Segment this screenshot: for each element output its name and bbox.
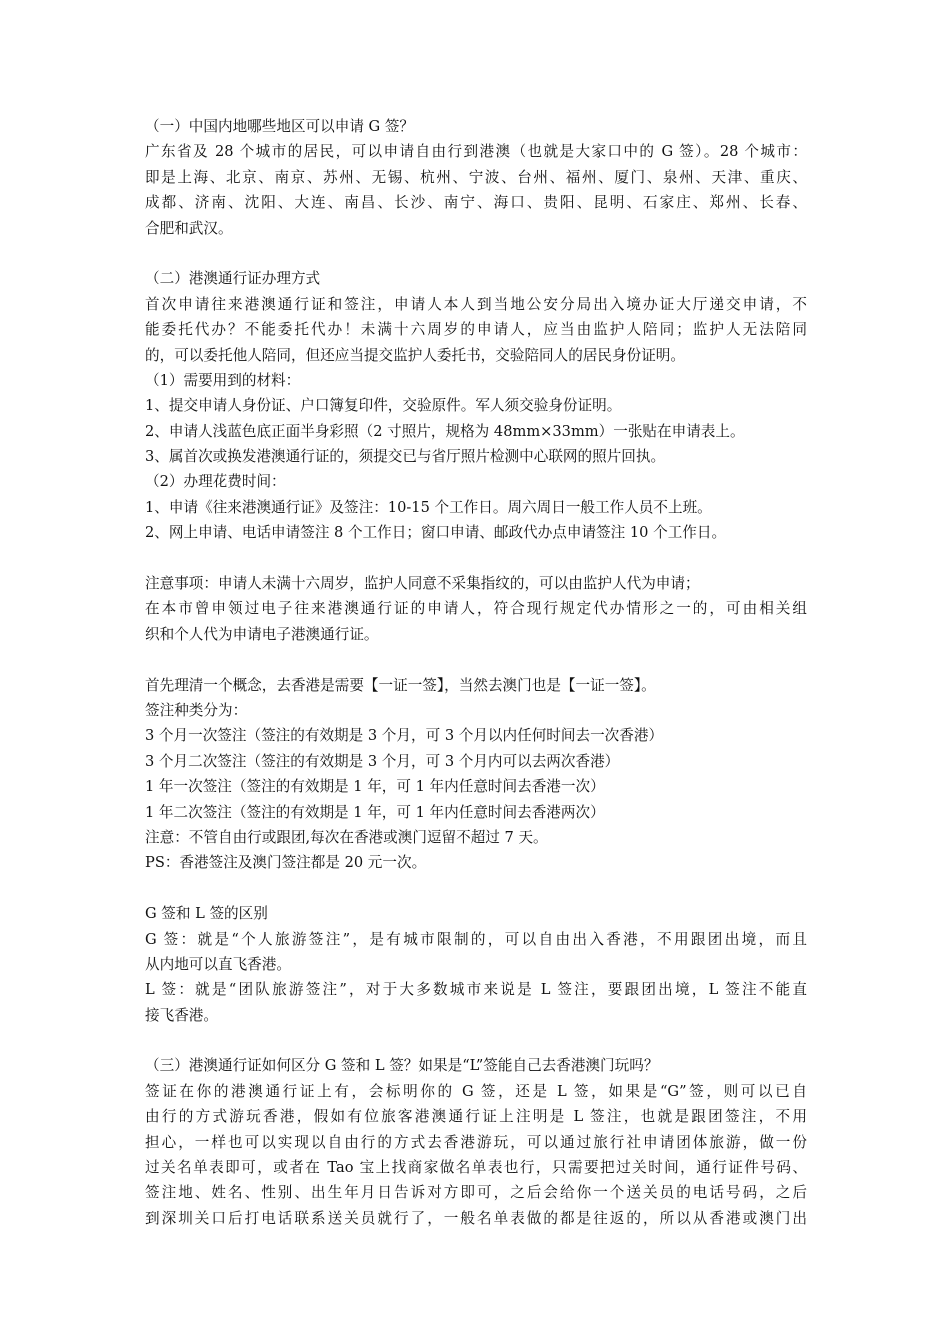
- section-heading-line: （一）中国内地哪些地区可以申请 G 签？: [145, 118, 415, 135]
- text-line: 1 年一次签注（签注的有效期是 1 年，可 1 年内任意时间去香港一次）: [145, 778, 605, 796]
- paragraph-gap: [145, 546, 807, 571]
- text-line: 签证在你的港澳通行证上有，会标明你的 G 签，还是 L 签，如果是“G”签，则可以已自: [145, 1082, 807, 1100]
- text-line: 1 年二次签注（签注的有效期是 1 年，可 1 年内任意时间去香港两次）: [145, 803, 605, 821]
- section-permit-process: [145, 266, 807, 545]
- paragraph-gap: [145, 876, 807, 901]
- paragraph-gap: [145, 1028, 807, 1053]
- text-line: 合肥和武汉。: [145, 219, 233, 237]
- document-page: [145, 114, 807, 1231]
- text-line: 织和个人代为申请电子港澳通行证。: [145, 625, 379, 643]
- text-line: 担心，一样也可以实现以自由行的方式去香港游玩，可以通过旅行社申请团体旅游，做一份: [145, 1133, 807, 1151]
- section-heading-line: G 签和 L 签的区别: [145, 905, 268, 923]
- text-line: 3 个月一次签注（签注的有效期是 3 个月，可 3 个月以内任何时间去一次香港）: [145, 727, 664, 745]
- section-g-vs-l: [145, 901, 807, 1028]
- text-line: 从内地可以直飞香港。: [145, 955, 291, 973]
- section-heading-line: 首先理清一个概念，去香港是需要【一证一签】，当然去澳门也是【一证一签】。: [145, 676, 656, 694]
- text-line: PS：香港签注及澳门签注都是 20 元一次。: [145, 854, 427, 872]
- section-distinguish: [145, 1053, 807, 1231]
- section-g-regions: [145, 114, 807, 241]
- text-line: 首次申请往来港澳通行证和签注，申请人本人到当地公安分局出入境办证大厅递交申请，不: [145, 295, 807, 313]
- text-line: 在本市曾申领过电子往来港澳通行证的申请人，符合现行规定代办情形之一的，可由相关组: [145, 600, 807, 618]
- section-heading-line: （三）港澳通行证如何区分 G 签和 L 签？如果是“L”签能自己去香港澳门玩吗？: [145, 1057, 659, 1075]
- section-endorsement-types: [145, 673, 807, 876]
- text-line: （2）办理花费时间：: [145, 473, 286, 491]
- text-line: （1）需要用到的材料：: [145, 371, 301, 389]
- text-line: 2、网上申请、电话申请签注 8 个工作日；窗口申请、邮政代办点申请签注 10 个工作日。: [145, 524, 727, 542]
- section-heading-line: （二）港澳通行证办理方式: [145, 270, 321, 288]
- paragraph-gap: [145, 241, 807, 266]
- text-line: 成都、济南、沈阳、大连、南昌、长沙、南宁、海口、贵阳、昆明、石家庄、郑州、长春、: [145, 194, 807, 212]
- text-line: 3、属首次或换发港澳通行证的，须提交已与省厅照片检测中心联网的照片回执。: [145, 448, 666, 466]
- text-line: 接飞香港。: [145, 1006, 218, 1024]
- text-line: 2、申请人浅蓝色底正面半身彩照（2 寸照片，规格为 48mm×33mm）一张贴在申请表上。: [145, 422, 745, 440]
- text-line: 过关名单表即可，或者在 Tao 宝上找商家做名单表也行，只需要把过关时间，通行证件号码、: [145, 1159, 807, 1177]
- text-line: 1、提交申请人身份证、户口簿复印件，交验原件。军人须交验身份证明。: [145, 397, 622, 415]
- text-line: 签注种类分为：: [145, 701, 248, 719]
- text-line: 签注地、姓名、性别、出生年月日告诉对方即可，之后会给你一个送关员的电话号码，之后: [145, 1184, 807, 1202]
- text-line: 由行的方式游玩香港，假如有位旅客港澳通行证上注明是 L 签注，也就是跟团签注，不用: [145, 1108, 807, 1126]
- text-line: 1、申请《往来港澳通行证》及签注：10-15 个工作日。周六周日一般工作人员不上班。: [145, 498, 712, 516]
- section-notes: [145, 571, 807, 647]
- text-line: 的，可以委托他人陪同，但还应当提交监护人委托书，交验陪同人的居民身份证明。: [145, 346, 685, 364]
- text-line: L 签：就是“团队旅游签注”，对于大多数城市来说是 L 签注，要跟团出境，L 签注不能直: [145, 981, 807, 999]
- section-heading-line: 注意事项：申请人未满十六周岁，监护人同意不采集指纹的，可以由监护人代为申请；: [145, 575, 700, 593]
- text-line: G 签：就是“个人旅游签注”，是有城市限制的，可以自由出入香港，不用跟团出境，而且: [145, 930, 807, 948]
- text-line: 3 个月二次签注（签注的有效期是 3 个月，可 3 个月内可以去两次香港）: [145, 752, 620, 770]
- text-line: 即是上海、北京、南京、苏州、无锡、杭州、宁波、台州、福州、厦门、泉州、天津、重庆、: [145, 168, 807, 186]
- text-line: 到深圳关口后打电话联系送关员就行了，一般名单表做的都是往返的，所以从香港或澳门出: [145, 1209, 807, 1227]
- text-line: 注意：不管自由行或跟团,每次在香港或澳门逗留不超过 7 天。: [145, 828, 548, 846]
- text-line: 能委托代办？不能委托代办！未满十六周岁的申请人，应当由监护人陪同；监护人无法陪同: [145, 321, 807, 339]
- paragraph-gap: [145, 647, 807, 672]
- text-line: 广东省及 28 个城市的居民，可以申请自由行到港澳（也就是大家口中的 G 签）。28 个城市：: [145, 143, 807, 161]
